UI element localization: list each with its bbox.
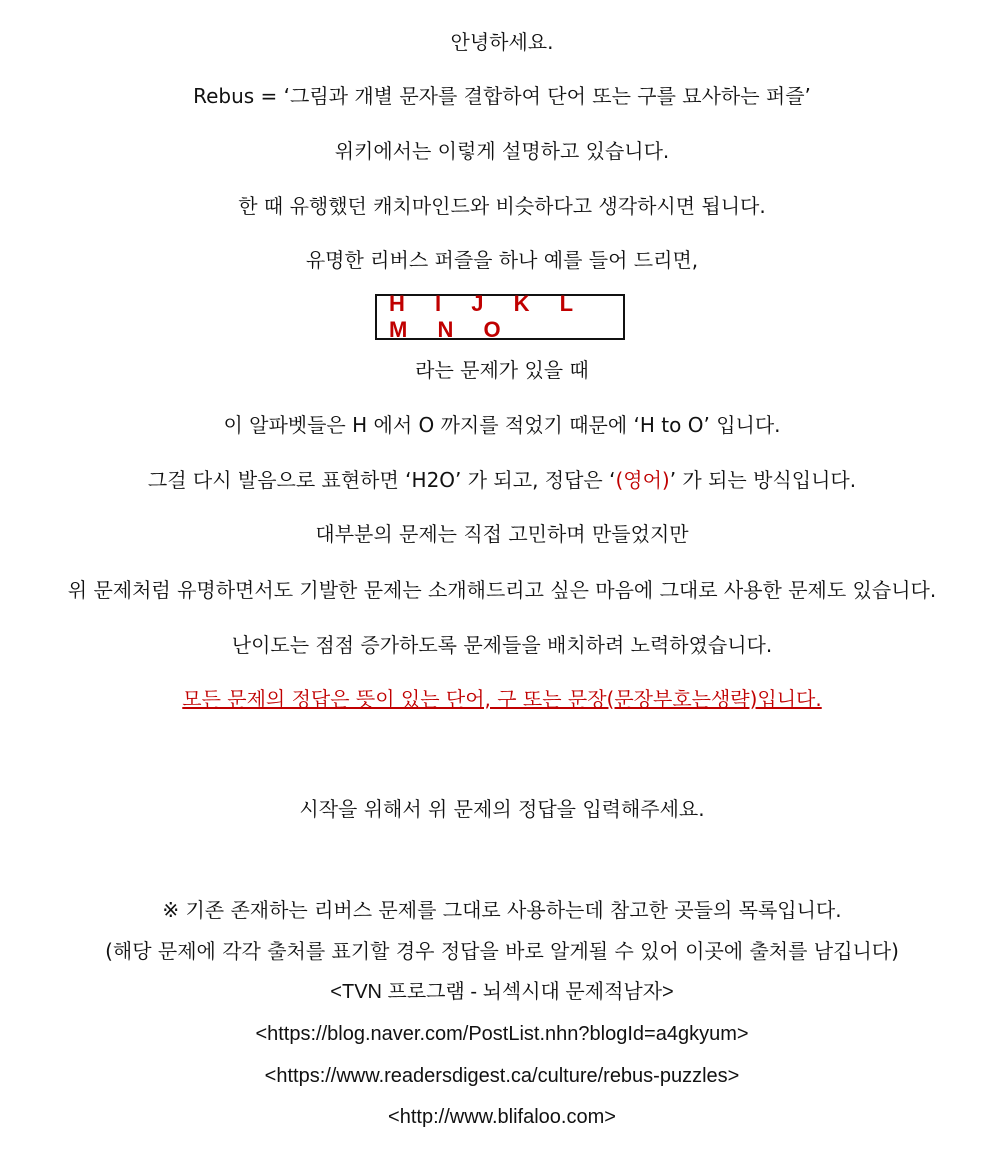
catchmind-comparison: 한 때 유행했던 캐치마인드와 비슷하다고 생각하시면 됩니다.	[238, 194, 766, 218]
explanation-line-2-after: ’ 가 되는 방식입니다.	[669, 468, 857, 492]
greeting: 안녕하세요.	[450, 30, 554, 54]
example-intro: 유명한 리버스 퍼즐을 하나 예를 들어 드리면,	[305, 248, 699, 272]
explanation-line-3: 대부분의 문제는 직접 고민하며 만들었지만	[315, 522, 689, 546]
example-puzzle-text: H I J K L M N O	[389, 291, 585, 342]
explanation-line-1: 이 알파벳들은 H 에서 O 까지를 적었기 때문에 ‘H to O’ 입니다.	[223, 413, 781, 437]
answer-format-notice-text: 모든 문제의 정답은 뜻이 있는 단어, 구 또는 문장(문장부호는생략)입니다.	[182, 687, 822, 711]
puzzle-caption: 라는 문제가 있을 때	[415, 358, 589, 382]
answer-hint: (영어)	[615, 468, 670, 492]
source-item: <TVN 프로그램 - 뇌섹시대 문제적남자>	[330, 981, 674, 1003]
explanation-line-2	[0, 466, 1004, 494]
explanation-line-2-before: 그걸 다시 발음으로 표현하면 ‘H2O’ 가 되고, 정답은 ‘	[147, 468, 616, 492]
start-instruction: 시작을 위해서 위 문제의 정답을 입력해주세요.	[299, 797, 705, 821]
source-link[interactable]: <https://blog.naver.com/PostList.nhn?blogId=a4gkyum>	[255, 1023, 749, 1045]
answer-format-notice	[0, 685, 1004, 713]
explanation-line-4: 위 문제처럼 유명하면서도 기발한 문제는 소개해드리고 싶은 마음에 그대로 사용한 문제도 있습니다.	[67, 578, 937, 602]
source-link[interactable]: <http://www.blifaloo.com>	[388, 1106, 616, 1128]
sources-note-2: (해당 문제에 각각 출처를 표기할 경우 정답을 바로 알게될 수 있어 이곳에 출처를 남깁니다)	[105, 939, 899, 963]
difficulty-note: 난이도는 점점 증가하도록 문제들을 배치하려 노력하였습니다.	[231, 633, 773, 657]
sources-note: ※ 기존 존재하는 리버스 문제를 그대로 사용하는데 참고한 곳들의 목록입니다.	[162, 898, 842, 922]
source-link[interactable]: <https://www.readersdigest.ca/culture/rebus-puzzles>	[264, 1065, 740, 1087]
wiki-note: 위키에서는 이렇게 설명하고 있습니다.	[334, 139, 670, 163]
example-puzzle-box	[375, 291, 625, 342]
rebus-definition: Rebus = ‘그림과 개별 문자를 결합하여 단어 또는 구를 묘사하는 퍼즐’	[193, 84, 811, 108]
